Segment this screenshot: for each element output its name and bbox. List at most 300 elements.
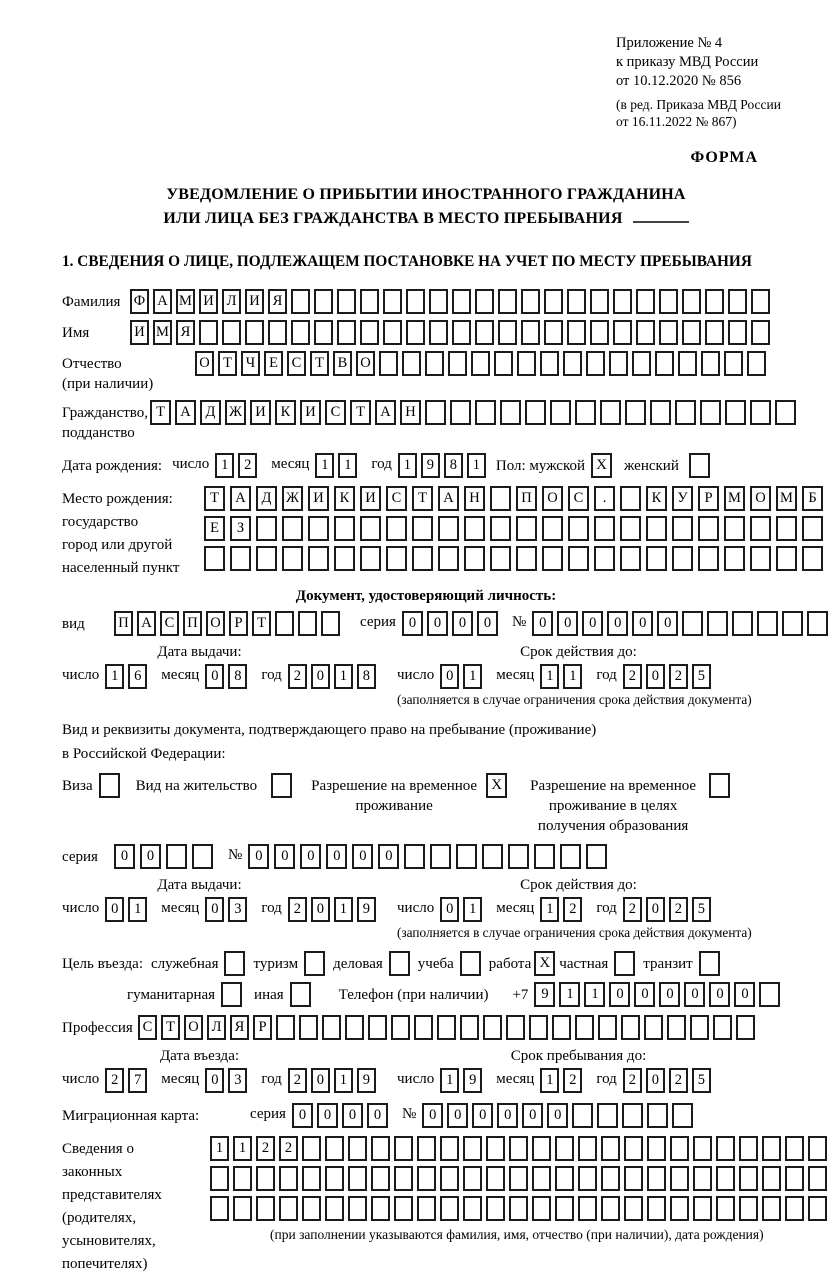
char-cell[interactable]: Т — [161, 1015, 180, 1040]
char-cell[interactable] — [256, 546, 277, 571]
char-cell[interactable] — [525, 400, 546, 425]
char-cell[interactable]: 0 — [646, 664, 665, 689]
char-cell[interactable]: Т — [150, 400, 171, 425]
char-cell[interactable] — [440, 1196, 459, 1221]
char-cell[interactable]: 8 — [444, 453, 463, 478]
char-cell[interactable]: 8 — [357, 664, 376, 689]
char-cell[interactable]: 0 — [557, 611, 578, 636]
char-cell[interactable]: 2 — [563, 897, 582, 922]
char-cell[interactable] — [425, 351, 444, 376]
char-cell[interactable]: 1 — [398, 453, 417, 478]
char-cell[interactable]: 0 — [317, 1103, 338, 1128]
char-cell[interactable] — [256, 1196, 275, 1221]
char-cell[interactable] — [204, 546, 225, 571]
char-cell[interactable]: 0 — [582, 611, 603, 636]
purpose-other-checkbox[interactable] — [290, 982, 311, 1007]
char-cell[interactable]: 1 — [215, 453, 234, 478]
char-cell[interactable]: Я — [268, 289, 287, 314]
char-cell[interactable] — [417, 1166, 436, 1191]
char-cell[interactable]: Л — [222, 289, 241, 314]
char-cell[interactable] — [762, 1136, 781, 1161]
residence-permit-checkbox[interactable] — [271, 773, 292, 798]
char-cell[interactable] — [438, 546, 459, 571]
char-cell[interactable]: П — [183, 611, 202, 636]
char-cell[interactable] — [368, 1015, 387, 1040]
char-cell[interactable] — [371, 1136, 390, 1161]
char-cell[interactable] — [500, 400, 521, 425]
char-cell[interactable] — [402, 351, 421, 376]
char-cell[interactable]: 0 — [547, 1103, 568, 1128]
char-cell[interactable]: 0 — [632, 611, 653, 636]
char-cell[interactable]: 2 — [238, 453, 257, 478]
char-cell[interactable] — [563, 351, 582, 376]
char-cell[interactable] — [291, 289, 310, 314]
char-cell[interactable] — [233, 1166, 252, 1191]
char-cell[interactable]: Д — [256, 486, 277, 511]
char-cell[interactable]: 2 — [288, 897, 307, 922]
char-cell[interactable]: О — [195, 351, 214, 376]
char-cell[interactable] — [486, 1196, 505, 1221]
char-cell[interactable] — [506, 1015, 525, 1040]
char-cell[interactable]: 2 — [279, 1136, 298, 1161]
char-cell[interactable] — [245, 320, 264, 345]
char-cell[interactable]: А — [175, 400, 196, 425]
char-cell[interactable] — [672, 546, 693, 571]
char-cell[interactable]: С — [325, 400, 346, 425]
purpose-humanitarian-checkbox[interactable] — [221, 982, 242, 1007]
char-cell[interactable]: 0 — [472, 1103, 493, 1128]
char-cell[interactable] — [600, 400, 621, 425]
char-cell[interactable]: 1 — [463, 897, 482, 922]
char-cell[interactable] — [337, 320, 356, 345]
char-cell[interactable] — [555, 1196, 574, 1221]
char-cell[interactable] — [632, 351, 651, 376]
char-cell[interactable]: 7 — [128, 1068, 147, 1093]
female-checkbox[interactable] — [689, 453, 710, 478]
char-cell[interactable]: 2 — [288, 1068, 307, 1093]
char-cell[interactable] — [716, 1196, 735, 1221]
char-cell[interactable] — [785, 1136, 804, 1161]
char-cell[interactable] — [391, 1015, 410, 1040]
char-cell[interactable]: 5 — [692, 897, 711, 922]
char-cell[interactable]: 0 — [607, 611, 628, 636]
char-cell[interactable] — [776, 546, 797, 571]
char-cell[interactable] — [567, 289, 586, 314]
char-cell[interactable]: 0 — [378, 844, 399, 869]
char-cell[interactable]: 0 — [342, 1103, 363, 1128]
char-cell[interactable] — [751, 289, 770, 314]
char-cell[interactable] — [490, 516, 511, 541]
char-cell[interactable] — [808, 1136, 827, 1161]
char-cell[interactable] — [705, 320, 724, 345]
char-cell[interactable] — [383, 320, 402, 345]
char-cell[interactable] — [601, 1166, 620, 1191]
char-cell[interactable]: 0 — [657, 611, 678, 636]
char-cell[interactable] — [516, 516, 537, 541]
char-cell[interactable] — [544, 320, 563, 345]
char-cell[interactable]: 1 — [540, 897, 559, 922]
char-cell[interactable] — [532, 1166, 551, 1191]
char-cell[interactable] — [785, 1166, 804, 1191]
char-cell[interactable]: . — [594, 486, 615, 511]
char-cell[interactable]: 0 — [440, 897, 459, 922]
char-cell[interactable]: 2 — [623, 664, 642, 689]
char-cell[interactable] — [386, 516, 407, 541]
char-cell[interactable] — [425, 400, 446, 425]
char-cell[interactable] — [542, 516, 563, 541]
char-cell[interactable] — [414, 1015, 433, 1040]
char-cell[interactable]: М — [153, 320, 172, 345]
char-cell[interactable]: 1 — [128, 897, 147, 922]
char-cell[interactable] — [348, 1166, 367, 1191]
char-cell[interactable]: Р — [698, 486, 719, 511]
char-cell[interactable] — [275, 611, 294, 636]
char-cell[interactable] — [406, 320, 425, 345]
char-cell[interactable]: 3 — [228, 897, 247, 922]
char-cell[interactable] — [693, 1136, 712, 1161]
char-cell[interactable]: 0 — [311, 897, 330, 922]
char-cell[interactable]: С — [160, 611, 179, 636]
char-cell[interactable] — [609, 351, 628, 376]
char-cell[interactable] — [314, 320, 333, 345]
char-cell[interactable] — [532, 1196, 551, 1221]
char-cell[interactable]: Ч — [241, 351, 260, 376]
char-cell[interactable] — [647, 1136, 666, 1161]
char-cell[interactable] — [383, 289, 402, 314]
char-cell[interactable] — [644, 1015, 663, 1040]
char-cell[interactable]: 2 — [563, 1068, 582, 1093]
char-cell[interactable]: 0 — [105, 897, 124, 922]
char-cell[interactable]: 1 — [467, 453, 486, 478]
char-cell[interactable] — [321, 611, 340, 636]
char-cell[interactable]: 2 — [288, 664, 307, 689]
char-cell[interactable]: П — [114, 611, 133, 636]
char-cell[interactable] — [647, 1196, 666, 1221]
char-cell[interactable] — [552, 1015, 571, 1040]
char-cell[interactable]: М — [776, 486, 797, 511]
char-cell[interactable] — [659, 289, 678, 314]
char-cell[interactable]: 0 — [522, 1103, 543, 1128]
char-cell[interactable]: И — [300, 400, 321, 425]
char-cell[interactable] — [230, 546, 251, 571]
char-cell[interactable] — [647, 1166, 666, 1191]
char-cell[interactable] — [412, 546, 433, 571]
char-cell[interactable] — [578, 1166, 597, 1191]
char-cell[interactable] — [751, 320, 770, 345]
char-cell[interactable] — [325, 1166, 344, 1191]
char-cell[interactable]: Т — [310, 351, 329, 376]
char-cell[interactable]: 1 — [563, 664, 582, 689]
char-cell[interactable]: И — [308, 486, 329, 511]
char-cell[interactable] — [670, 1136, 689, 1161]
char-cell[interactable] — [452, 320, 471, 345]
char-cell[interactable]: Я — [230, 1015, 249, 1040]
char-cell[interactable] — [762, 1166, 781, 1191]
char-cell[interactable] — [682, 289, 701, 314]
temp-residence-education-checkbox[interactable] — [709, 773, 730, 798]
char-cell[interactable] — [624, 1136, 643, 1161]
char-cell[interactable] — [560, 844, 581, 869]
char-cell[interactable] — [672, 516, 693, 541]
char-cell[interactable]: Р — [253, 1015, 272, 1040]
char-cell[interactable]: 1 — [338, 453, 357, 478]
char-cell[interactable] — [542, 546, 563, 571]
char-cell[interactable]: 6 — [128, 664, 147, 689]
char-cell[interactable]: О — [750, 486, 771, 511]
char-cell[interactable]: 1 — [463, 664, 482, 689]
char-cell[interactable] — [417, 1136, 436, 1161]
char-cell[interactable] — [412, 516, 433, 541]
char-cell[interactable]: 0 — [292, 1103, 313, 1128]
char-cell[interactable] — [636, 320, 655, 345]
char-cell[interactable]: Е — [264, 351, 283, 376]
char-cell[interactable]: 1 — [540, 664, 559, 689]
char-cell[interactable] — [700, 400, 721, 425]
purpose-tourism-checkbox[interactable] — [304, 951, 325, 976]
char-cell[interactable]: Д — [200, 400, 221, 425]
char-cell[interactable]: 1 — [584, 982, 605, 1007]
char-cell[interactable] — [486, 1136, 505, 1161]
char-cell[interactable] — [486, 1166, 505, 1191]
char-cell[interactable] — [429, 289, 448, 314]
char-cell[interactable]: 0 — [205, 897, 224, 922]
char-cell[interactable] — [624, 1166, 643, 1191]
char-cell[interactable]: 0 — [734, 982, 755, 1007]
char-cell[interactable] — [463, 1136, 482, 1161]
char-cell[interactable]: 0 — [477, 611, 498, 636]
char-cell[interactable] — [716, 1136, 735, 1161]
char-cell[interactable] — [620, 546, 641, 571]
char-cell[interactable]: 0 — [367, 1103, 388, 1128]
char-cell[interactable]: С — [386, 486, 407, 511]
char-cell[interactable] — [667, 1015, 686, 1040]
male-checkbox[interactable]: X — [591, 453, 612, 478]
char-cell[interactable] — [747, 351, 766, 376]
char-cell[interactable] — [621, 1015, 640, 1040]
char-cell[interactable]: К — [646, 486, 667, 511]
char-cell[interactable] — [586, 351, 605, 376]
char-cell[interactable] — [750, 546, 771, 571]
char-cell[interactable] — [713, 1015, 732, 1040]
char-cell[interactable] — [670, 1196, 689, 1221]
char-cell[interactable]: 8 — [228, 664, 247, 689]
char-cell[interactable]: 0 — [646, 897, 665, 922]
char-cell[interactable] — [222, 320, 241, 345]
char-cell[interactable] — [590, 320, 609, 345]
char-cell[interactable] — [739, 1166, 758, 1191]
temp-residence-checkbox[interactable]: X — [486, 773, 507, 798]
char-cell[interactable] — [739, 1136, 758, 1161]
char-cell[interactable] — [166, 844, 187, 869]
char-cell[interactable]: А — [438, 486, 459, 511]
char-cell[interactable] — [594, 546, 615, 571]
char-cell[interactable] — [622, 1103, 643, 1128]
char-cell[interactable] — [550, 400, 571, 425]
char-cell[interactable]: О — [356, 351, 375, 376]
char-cell[interactable] — [404, 844, 425, 869]
char-cell[interactable] — [724, 516, 745, 541]
char-cell[interactable]: К — [334, 486, 355, 511]
char-cell[interactable] — [759, 982, 780, 1007]
char-cell[interactable]: С — [287, 351, 306, 376]
char-cell[interactable]: 2 — [623, 1068, 642, 1093]
char-cell[interactable]: С — [568, 486, 589, 511]
char-cell[interactable]: 2 — [105, 1068, 124, 1093]
purpose-private-checkbox[interactable] — [614, 951, 635, 976]
char-cell[interactable]: 0 — [440, 664, 459, 689]
char-cell[interactable] — [460, 1015, 479, 1040]
char-cell[interactable]: 0 — [447, 1103, 468, 1128]
char-cell[interactable] — [597, 1103, 618, 1128]
char-cell[interactable]: 1 — [334, 897, 353, 922]
char-cell[interactable] — [646, 516, 667, 541]
char-cell[interactable]: 0 — [427, 611, 448, 636]
char-cell[interactable] — [682, 320, 701, 345]
char-cell[interactable]: 0 — [248, 844, 269, 869]
char-cell[interactable] — [302, 1136, 321, 1161]
char-cell[interactable] — [690, 1015, 709, 1040]
char-cell[interactable] — [448, 351, 467, 376]
char-cell[interactable]: И — [199, 289, 218, 314]
char-cell[interactable]: О — [542, 486, 563, 511]
char-cell[interactable]: 2 — [669, 664, 688, 689]
purpose-transit-checkbox[interactable] — [699, 951, 720, 976]
char-cell[interactable]: 0 — [684, 982, 705, 1007]
char-cell[interactable] — [613, 289, 632, 314]
char-cell[interactable] — [594, 516, 615, 541]
char-cell[interactable] — [647, 1103, 668, 1128]
char-cell[interactable] — [256, 1166, 275, 1191]
char-cell[interactable] — [682, 611, 703, 636]
char-cell[interactable]: М — [724, 486, 745, 511]
char-cell[interactable] — [517, 351, 536, 376]
char-cell[interactable]: 1 — [334, 664, 353, 689]
char-cell[interactable]: М — [176, 289, 195, 314]
char-cell[interactable]: 0 — [402, 611, 423, 636]
char-cell[interactable] — [590, 289, 609, 314]
char-cell[interactable]: Л — [207, 1015, 226, 1040]
char-cell[interactable] — [586, 844, 607, 869]
char-cell[interactable]: 9 — [534, 982, 555, 1007]
char-cell[interactable] — [555, 1136, 574, 1161]
char-cell[interactable] — [620, 516, 641, 541]
visa-checkbox[interactable] — [99, 773, 120, 798]
char-cell[interactable] — [775, 400, 796, 425]
char-cell[interactable] — [508, 844, 529, 869]
char-cell[interactable] — [406, 289, 425, 314]
char-cell[interactable] — [509, 1136, 528, 1161]
char-cell[interactable] — [655, 351, 674, 376]
char-cell[interactable]: Т — [252, 611, 271, 636]
char-cell[interactable]: А — [375, 400, 396, 425]
char-cell[interactable]: 9 — [421, 453, 440, 478]
char-cell[interactable]: 5 — [692, 1068, 711, 1093]
char-cell[interactable] — [279, 1196, 298, 1221]
char-cell[interactable] — [456, 844, 477, 869]
char-cell[interactable] — [464, 546, 485, 571]
char-cell[interactable]: Б — [802, 486, 823, 511]
char-cell[interactable] — [334, 546, 355, 571]
purpose-official-checkbox[interactable] — [224, 951, 245, 976]
char-cell[interactable] — [430, 844, 451, 869]
char-cell[interactable]: 1 — [105, 664, 124, 689]
char-cell[interactable] — [750, 516, 771, 541]
char-cell[interactable]: В — [333, 351, 352, 376]
char-cell[interactable] — [578, 1196, 597, 1221]
char-cell[interactable]: А — [137, 611, 156, 636]
char-cell[interactable] — [698, 546, 719, 571]
char-cell[interactable] — [233, 1196, 252, 1221]
char-cell[interactable] — [282, 546, 303, 571]
char-cell[interactable]: 2 — [623, 897, 642, 922]
char-cell[interactable] — [199, 320, 218, 345]
char-cell[interactable]: Т — [218, 351, 237, 376]
char-cell[interactable] — [360, 320, 379, 345]
char-cell[interactable] — [490, 486, 511, 511]
char-cell[interactable]: 0 — [311, 1068, 330, 1093]
purpose-study-checkbox[interactable] — [460, 951, 481, 976]
purpose-work-checkbox[interactable]: X — [534, 951, 555, 976]
char-cell[interactable] — [598, 1015, 617, 1040]
char-cell[interactable]: 1 — [315, 453, 334, 478]
char-cell[interactable]: Т — [204, 486, 225, 511]
char-cell[interactable] — [693, 1196, 712, 1221]
char-cell[interactable]: 0 — [709, 982, 730, 1007]
char-cell[interactable] — [360, 289, 379, 314]
char-cell[interactable] — [578, 1136, 597, 1161]
char-cell[interactable] — [394, 1196, 413, 1221]
char-cell[interactable] — [192, 844, 213, 869]
char-cell[interactable] — [624, 1196, 643, 1221]
char-cell[interactable]: 2 — [669, 897, 688, 922]
char-cell[interactable] — [650, 400, 671, 425]
char-cell[interactable]: К — [275, 400, 296, 425]
char-cell[interactable] — [785, 1196, 804, 1221]
char-cell[interactable]: 1 — [334, 1068, 353, 1093]
char-cell[interactable] — [348, 1196, 367, 1221]
char-cell[interactable]: И — [130, 320, 149, 345]
char-cell[interactable] — [567, 320, 586, 345]
char-cell[interactable]: 2 — [256, 1136, 275, 1161]
char-cell[interactable]: 0 — [532, 611, 553, 636]
char-cell[interactable] — [379, 351, 398, 376]
char-cell[interactable] — [601, 1196, 620, 1221]
char-cell[interactable]: Т — [350, 400, 371, 425]
char-cell[interactable]: Н — [464, 486, 485, 511]
char-cell[interactable] — [693, 1166, 712, 1191]
char-cell[interactable] — [575, 1015, 594, 1040]
char-cell[interactable] — [750, 400, 771, 425]
char-cell[interactable] — [298, 611, 317, 636]
char-cell[interactable]: 0 — [646, 1068, 665, 1093]
char-cell[interactable] — [620, 486, 641, 511]
char-cell[interactable] — [575, 400, 596, 425]
char-cell[interactable] — [282, 516, 303, 541]
char-cell[interactable] — [509, 1166, 528, 1191]
char-cell[interactable] — [636, 289, 655, 314]
char-cell[interactable]: Р — [229, 611, 248, 636]
char-cell[interactable] — [532, 1136, 551, 1161]
char-cell[interactable] — [464, 516, 485, 541]
char-cell[interactable] — [698, 516, 719, 541]
char-cell[interactable] — [463, 1166, 482, 1191]
char-cell[interactable]: О — [184, 1015, 203, 1040]
char-cell[interactable] — [440, 1166, 459, 1191]
char-cell[interactable] — [568, 546, 589, 571]
char-cell[interactable] — [475, 289, 494, 314]
char-cell[interactable]: 0 — [497, 1103, 518, 1128]
char-cell[interactable]: 0 — [205, 664, 224, 689]
